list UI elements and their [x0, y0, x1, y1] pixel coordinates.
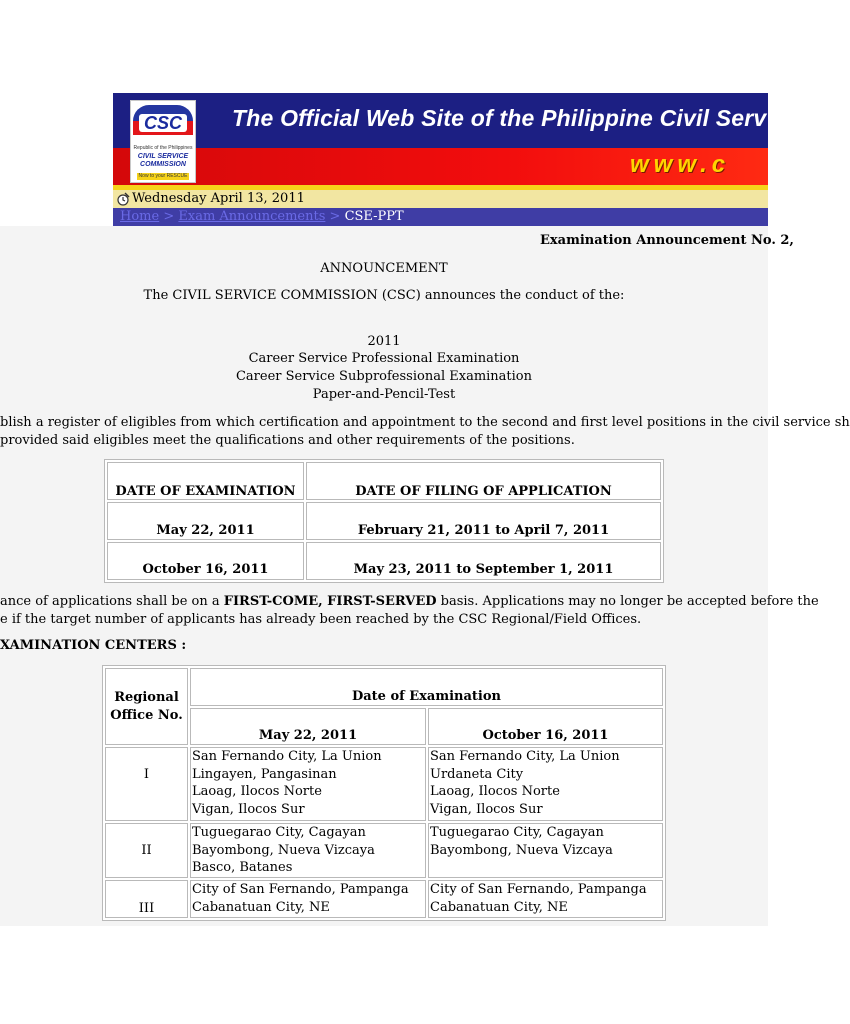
table-row — [190, 823, 426, 878]
list-item: Cabanatuan City, NE — [430, 899, 568, 915]
list-item: Laoag, Ilocos Norte — [192, 784, 322, 799]
list-item: San Fernando City, La Union — [192, 749, 382, 764]
announcement-heading: ANNOUNCEMENT — [320, 261, 448, 276]
list-item: City of San Fernando, Pampanga — [430, 882, 647, 897]
center-list — [192, 748, 382, 818]
list-item: Tuguegarao City, Cagayan — [430, 825, 604, 840]
list-item: Bayombong, Nueva Vizcaya — [430, 842, 613, 858]
date-col-oct-label: October 16, 2011 — [482, 728, 609, 743]
list-item: Vigan, Ilocos Sur — [430, 801, 543, 817]
table-row — [306, 502, 661, 540]
logo-name-line1: CIVIL SERVICE — [137, 153, 189, 160]
acceptance-text-post: basis. Applications may no longer be accepted before the — [436, 594, 819, 609]
table-row — [105, 747, 188, 821]
logo-republic-text: Republic of the Philippines — [133, 145, 193, 151]
center-list — [430, 881, 647, 916]
center-list — [192, 881, 409, 916]
table-row — [107, 542, 304, 580]
table-row — [428, 747, 663, 821]
list-item: Cabanatuan City, NE — [192, 899, 330, 915]
list-item: Bayombong, Nueva Vizcaya — [192, 842, 375, 858]
announcement-intro: The CIVIL SERVICE COMMISSION (CSC) announces the conduct of the: — [143, 288, 625, 303]
breadcrumb-current: CSE-PPT — [344, 209, 404, 224]
region-header — [105, 668, 188, 745]
exam-professional: Career Service Professional Examination — [248, 351, 520, 366]
purpose-line-1: blish a register of eligibles from which certification and appointment to the second and first level positions in the civil service sh — [0, 415, 850, 430]
acceptance-text-bold: FIRST-COME, FIRST-SERVED — [223, 594, 437, 609]
table-row — [428, 823, 663, 878]
site-banner — [113, 93, 768, 190]
current-date: Wednesday April 13, 2011 — [132, 191, 305, 206]
schedule-table — [104, 459, 664, 583]
schedule-header-exam-date — [107, 462, 304, 500]
list-item: San Fernando City, La Union — [430, 749, 620, 764]
exam-year: 2011 — [367, 334, 401, 349]
acceptance-text-pre: ance of applications shall be on a — [0, 594, 224, 609]
region-header-line1: Regional — [114, 690, 179, 705]
date-of-exam-header — [190, 668, 663, 706]
schedule-header-filing-date — [306, 462, 661, 500]
schedule-exam-date: May 22, 2011 — [156, 523, 255, 538]
list-item: Tuguegarao City, Cagayan — [192, 825, 366, 840]
schedule-exam-date: October 16, 2011 — [142, 562, 269, 577]
list-item: Basco, Batanes — [192, 860, 293, 875]
table-row — [105, 823, 188, 878]
schedule-header-filing-date-label: DATE OF FILING OF APPLICATION — [355, 484, 612, 499]
breadcrumb-exam-announcements-link[interactable]: Exam Announcements — [178, 209, 326, 224]
exam-subprofessional: Career Service Subprofessional Examination — [235, 369, 533, 384]
date-of-exam-label: Date of Examination — [351, 689, 501, 704]
date-col-may-label: May 22, 2011 — [258, 728, 358, 743]
table-row — [428, 880, 663, 918]
table-row — [306, 542, 661, 580]
logo-tagline: Now to your RESCUE — [138, 173, 188, 179]
logo-letters: CSC — [139, 114, 187, 132]
table-row — [190, 747, 426, 821]
region-number: III — [138, 901, 155, 916]
date-bar — [113, 190, 768, 208]
csc-logo[interactable] — [130, 100, 196, 183]
acceptance-line-1 — [0, 593, 819, 610]
breadcrumb — [113, 208, 768, 226]
purpose-line-2: provided said eligibles meet the qualifications and other requirements of the positions. — [0, 433, 575, 448]
exam-centers-table — [102, 665, 666, 921]
exam-centers-heading: XAMINATION CENTERS : — [0, 638, 187, 653]
region-number: I — [143, 767, 150, 782]
list-item: Laoag, Ilocos Norte — [430, 784, 560, 799]
table-row — [105, 880, 188, 918]
date-col-may — [190, 708, 426, 745]
table-row — [190, 880, 426, 918]
logo-name-line2: COMMISSION — [140, 161, 186, 168]
announcement-number: Examination Announcement No. 2, — [540, 233, 794, 248]
acceptance-line-2: e if the target number of applicants has already been reached by the CSC Regional/Field Offices. — [0, 612, 642, 627]
breadcrumb-home-link[interactable]: Home — [120, 209, 160, 224]
schedule-header-exam-date-label: DATE OF EXAMINATION — [115, 484, 296, 499]
region-header-line2: Office No. — [110, 708, 183, 723]
clock-icon — [116, 191, 132, 207]
table-row — [107, 502, 304, 540]
date-col-oct — [428, 708, 663, 745]
exam-mode: Paper-and-Pencil-Test — [312, 387, 456, 402]
breadcrumb-separator: > — [163, 209, 175, 224]
list-item: Urdaneta City — [430, 766, 524, 782]
list-item: Vigan, Ilocos Sur — [192, 801, 305, 817]
schedule-filing-period: February 21, 2011 to April 7, 2011 — [357, 523, 610, 538]
list-item: Lingayen, Pangasinan — [192, 766, 337, 782]
center-list — [430, 748, 620, 818]
logo-commission-name — [133, 153, 193, 169]
schedule-filing-period: May 23, 2011 to September 1, 2011 — [353, 562, 614, 577]
breadcrumb-separator: > — [329, 209, 341, 224]
region-number: II — [141, 843, 152, 858]
center-list — [192, 824, 375, 877]
banner-url: www.c — [630, 151, 731, 178]
banner-title: The Official Web Site of the Philippine Civil Serv — [232, 105, 767, 131]
center-list — [430, 824, 613, 859]
list-item: City of San Fernando, Pampanga — [192, 882, 409, 897]
